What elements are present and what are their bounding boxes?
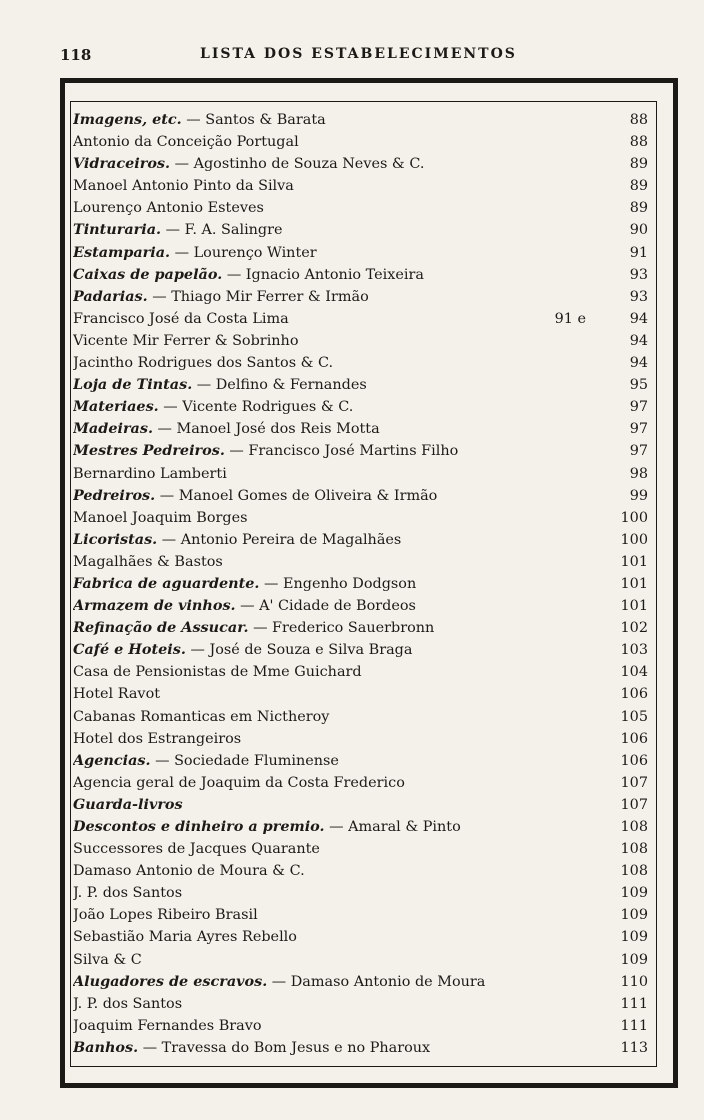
category-dash: — [142,1039,162,1056]
entry-page-number: 107 [608,794,648,816]
index-entry [73,153,648,175]
entry-page-number: 108 [608,816,648,838]
entry-text [73,882,186,904]
index-entry [73,109,648,131]
index-entry [73,949,648,971]
entry-name: Vicente Rodrigues & C. [182,399,354,416]
entry-page-number: 101 [608,573,648,595]
index-entry [73,728,648,750]
entry-name: Frederico Sauerbronn [272,620,435,637]
entry-page-number: 109 [608,949,648,971]
entry-name: Bernardino Lamberti [73,465,227,482]
entry-page-number: 89 [608,175,648,197]
entry-page-number: 97 [608,418,648,440]
category-dash: — [163,399,183,416]
index-entry [73,816,648,838]
entry-name: Lourenço Winter [193,244,317,261]
index-entry [73,352,648,374]
entry-text [73,242,321,264]
entry-name: Engenho Dodgson [283,575,417,592]
entry-name: Hotel Ravot [73,686,161,703]
index-entry [73,396,648,418]
entry-text [73,440,462,462]
entry-page-number: 100 [608,507,648,529]
entry-text [73,197,268,219]
entry-page-number: 106 [608,683,648,705]
entry-name: Silva & C [73,951,142,968]
index-entry [73,838,648,860]
entry-page-number: 98 [608,463,648,485]
entry-text [73,485,441,507]
entry-text [73,573,420,595]
entry-text [73,617,438,639]
category-dash: — [229,443,249,460]
index-entry [73,971,648,993]
entry-name: Delfino & Fernandes [215,377,367,394]
entry-name: Francisco José da Costa Lima [73,310,289,327]
entry-text [73,264,428,286]
entry-name: Thiago Mir Ferrer & Irmão [171,288,369,305]
entry-page-number: 94 [608,330,648,352]
index-entry [73,463,648,485]
category-dash: — [159,487,179,504]
entry-text [73,683,164,705]
index-entry [73,330,648,352]
entry-page-number: 95 [608,374,648,396]
index-entry [73,286,648,308]
entry-name: Sociedade Fluminense [174,752,339,769]
entry-page-number: 101 [608,551,648,573]
category-dash: — [174,244,194,261]
entry-category: Caixas de papelão. [73,265,223,283]
index-entry [73,573,648,595]
index-entry [73,993,648,1015]
entry-text [73,904,262,926]
category-dash: — [161,531,181,548]
entry-text [73,286,373,308]
entry-name: Agencia geral de Joaquim da Costa Frederico [73,774,405,791]
entry-page-number: 105 [608,706,648,728]
entry-page-number: 107 [608,772,648,794]
entry-text [73,330,303,352]
entry-text [73,1015,266,1037]
index-entry [73,860,648,882]
entry-name: Hotel dos Estrangeiros [73,730,242,747]
entry-page-number: 106 [608,728,648,750]
entry-text [73,706,333,728]
entry-text [73,131,303,153]
entry-name: Successores de Jacques Quarante [73,841,320,858]
entry-category: Fabrica de aguardente. [73,574,260,592]
entry-page-number: 113 [608,1037,648,1059]
index-entry [73,242,648,264]
entry-category: Licoristas. [73,530,158,548]
index-entry [73,772,648,794]
entry-page-number: 110 [608,971,648,993]
entry-page-number: 109 [608,904,648,926]
entry-category: Café e Hoteis. [73,641,186,659]
index-entry [73,131,648,153]
index-entry [73,1015,648,1037]
index-entry [73,639,648,661]
entry-page-number: 97 [608,440,648,462]
index-box [70,101,657,1067]
entry-category: Mestres Pedreiros. [73,442,225,460]
entry-text [73,926,301,948]
entry-name: Antonio da Conceição Portugal [73,134,299,151]
entry-category: Materiaes. [73,398,159,416]
index-entry [73,440,648,462]
index-entry [73,794,648,816]
index-entry [73,485,648,507]
index-entry [73,197,648,219]
entry-page-number: 111 [608,993,648,1015]
entry-name: José de Souza e Silva Braga [209,642,413,659]
entry-category: Descontos e dinheiro a premio. [73,818,325,835]
entry-name: Manoel Antonio Pinto da Silva [73,178,294,195]
entry-name: Antonio Pereira de Magalhães [180,531,402,548]
entry-text [73,772,409,794]
entry-name: Jacintho Rodrigues dos Santos & C. [73,355,334,372]
entry-category: Madeiras. [73,420,153,438]
category-dash: — [186,112,206,128]
index-entry [73,617,648,639]
entry-text [73,971,489,993]
entry-text [73,750,343,772]
index-list [73,109,648,1059]
category-dash: — [329,819,349,835]
entry-page-number: 111 [608,1015,648,1037]
entry-page-number: 103 [608,639,648,661]
entry-name: F. A. Salingre [184,222,283,239]
entry-text [73,308,293,330]
index-entry [73,551,648,573]
category-dash: — [174,156,194,173]
index-entry [73,904,648,926]
category-dash: — [264,575,283,592]
index-entry [73,175,648,197]
category-dash: — [190,642,210,659]
entry-name: Manoel Gomes de Oliveira & Irmão [178,487,438,504]
entry-text [73,1037,434,1059]
entry-page-number: 97 [608,396,648,418]
index-entry [73,264,648,286]
entry-category: Padarias. [73,287,148,305]
entry-category: Tinturaria. [73,221,162,239]
entry-page-number: 108 [608,860,648,882]
page-frame [60,78,678,1088]
entry-text [73,463,231,485]
index-entry [73,529,648,551]
entry-name: J. P. dos Santos [73,995,183,1012]
entry-text [73,860,309,882]
entry-name: A' Cidade de Bordeos [259,598,416,615]
index-entry [73,1037,648,1059]
index-entry [73,507,648,529]
index-entry [73,219,648,241]
index-entry [73,926,648,948]
entry-text [73,529,405,551]
entry-category: Imagens, etc. [73,111,182,128]
index-entry [73,661,648,683]
entry-text [73,418,384,440]
entry-category: Guarda-livros [73,795,183,813]
entry-name: Francisco José Martins Filho [248,443,459,460]
entry-text [73,949,146,971]
entry-name: João Lopes Ribeiro Brasil [73,907,258,924]
entry-name: Lourenço Antonio Esteves [73,200,264,217]
entry-text [73,661,366,683]
index-entry [73,683,648,705]
entry-page-number: 89 [608,197,648,219]
entry-category: Estamparia. [73,243,171,261]
entry-name: Manoel José dos Reis Motta [176,421,380,438]
entry-text [73,551,227,573]
index-entry [73,882,648,904]
page-number: 118 [60,46,92,64]
page-header [60,44,670,68]
category-dash: — [165,222,185,239]
index-entry [73,374,648,396]
entry-name: Ignacio Antonio Teixeira [245,266,424,283]
entry-page-number: 109 [608,882,648,904]
entry-name: Agostinho de Souza Neves & C. [193,156,425,173]
category-dash: — [155,752,175,769]
entry-page-number: 100 [608,529,648,551]
entry-category: Banhos. [73,1038,139,1056]
entry-page-number: 108 [608,838,648,860]
entry-text [73,639,416,661]
running-title: LISTA DOS ESTABELECIMENTOS [200,46,517,62]
entry-text [73,728,245,750]
entry-page-number: 91 [608,242,648,264]
entry-text [73,352,337,374]
index-entry [73,750,648,772]
entry-text [73,595,420,617]
entry-name: Damaso Antonio de Moura [290,973,486,990]
index-entry [73,706,648,728]
entry-page-number: 101 [608,595,648,617]
entry-page-number: 109 [608,926,648,948]
index-entry [73,595,648,617]
entry-page-number: 102 [608,617,648,639]
category-dash: — [196,377,216,394]
entry-name: Vicente Mir Ferrer & Sobrinho [73,332,299,349]
entry-name: Sebastião Maria Ayres Rebello [73,929,297,946]
entry-name: Damaso Antonio de Moura & C. [73,863,305,880]
category-dash: — [253,620,273,637]
entry-category: Agencias. [73,751,151,769]
entry-page-number: 93 [608,286,648,308]
entry-text [73,109,330,131]
entry-text [73,219,287,241]
entry-category: Alugadores de escravos. [73,972,268,990]
category-dash: — [240,598,260,615]
entry-text [73,374,371,396]
entry-name: Casa de Pensionistas de Mme Guichard [73,664,362,681]
entry-category: Refinação de Assucar. [73,619,249,637]
entry-extra-page: 91 e [549,308,592,330]
entry-page-number: 99 [608,485,648,507]
category-dash: — [152,288,172,305]
entry-text [73,838,324,860]
entry-page-number: 89 [608,153,648,175]
entry-category: Pedreiros. [73,486,156,504]
entry-name: Cabanas Romanticas em Nictheroy [73,708,330,725]
entry-name: Magalhães & Bastos [73,553,223,570]
entry-name: Joaquim Fernandes Bravo [73,1017,262,1034]
entry-page-number: 94 [608,308,648,330]
entry-text [73,993,186,1015]
category-dash: — [157,421,177,438]
entry-text [73,507,252,529]
entry-text [73,396,357,418]
entry-category: Loja de Tintas. [73,376,193,394]
index-entry [73,418,648,440]
entry-name: Amaral & Pinto [348,819,461,835]
entry-text [73,816,465,838]
entry-name: Santos & Barata [205,112,326,128]
category-dash: — [271,973,291,990]
entry-name: Travessa do Bom Jesus e no Pharoux [161,1039,431,1056]
entry-category: Vidraceiros. [73,155,171,173]
entry-page-number: 88 [608,109,648,131]
entry-page-number: 90 [608,219,648,241]
entry-page-number: 94 [608,352,648,374]
category-dash: — [226,266,246,283]
entry-page-number: 93 [608,264,648,286]
entry-page-number: 88 [608,131,648,153]
entry-name: J. P. dos Santos [73,885,183,902]
index-entry [73,308,648,330]
entry-text [73,794,187,816]
entry-text [73,175,298,197]
entry-page-number: 104 [608,661,648,683]
entry-category: Armazem de vinhos. [73,597,236,615]
entry-name: Manoel Joaquim Borges [73,509,248,526]
entry-page-number: 106 [608,750,648,772]
entry-text [73,153,428,175]
